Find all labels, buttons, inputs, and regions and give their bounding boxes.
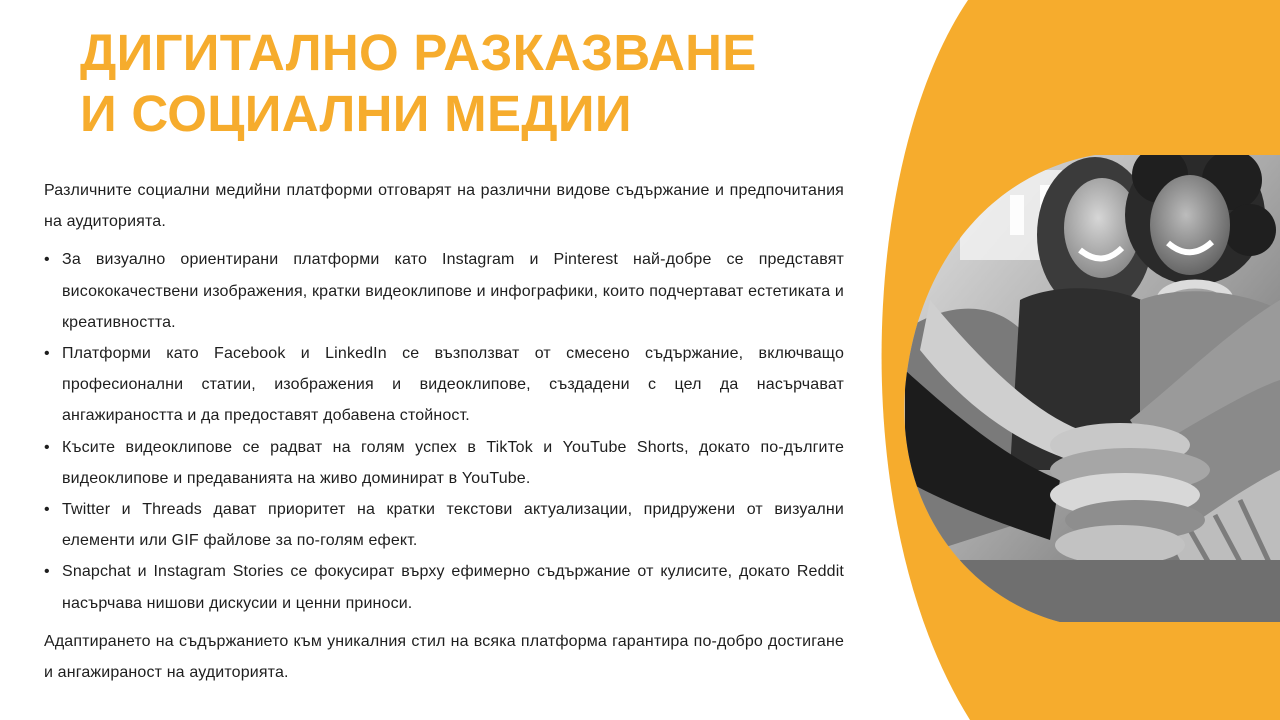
bullet-text: За визуално ориентирани платформи като Instagram и Pinterest най-добре се представят висококачествени изображения, кратки видеоклипове и инфографики, които подчертават естетиката и креативността. <box>62 251 844 331</box>
intro-paragraph: Различните социални медийни платформи отговарят на различни видове съдържание и предпочитания на аудиторията. <box>44 182 844 231</box>
slide-body-text <box>44 175 844 688</box>
bullet-item <box>44 338 844 432</box>
slide-title <box>80 22 880 144</box>
conclusion-paragraph: Адаптирането на съдържанието към уникалния стил на всяка платформа гарантира по-добро достигане и ангажираност на аудиторията. <box>44 632 844 682</box>
bullet-icon: • <box>44 251 50 269</box>
bullet-item <box>44 432 844 494</box>
bullet-icon: • <box>44 345 50 363</box>
bullet-item <box>44 494 844 556</box>
slide-title-line-2: И СОЦИАЛНИ МЕДИИ <box>80 85 632 142</box>
bullet-item <box>44 244 844 338</box>
bullet-text: Късите видеоклипове се радват на голям успех в TikTok и YouTube Shorts, докато по-дългите видеоклипове и предаванията на живо доминират в YouTube. <box>62 438 844 487</box>
bullet-text: Платформи като Facebook и LinkedIn се възползват от смесено съдържание, включващо професионални статии, изображения и видеоклипове, създадени с цел да насърчават ангажираността и да предоставят добавена стойност. <box>62 345 844 425</box>
bullet-icon: • <box>44 563 50 581</box>
bullet-text: Snapchat и Instagram Stories се фокусират върху ефимерно съдържание от кулисите, докато Reddit насърчава нишови дискусии и ценни приноси. <box>62 563 844 612</box>
bullet-icon: • <box>44 438 50 456</box>
platform-bullet-list <box>44 244 844 618</box>
slide-title-line-1: ДИГИТАЛНО РАЗКАЗВАНЕ <box>80 24 757 81</box>
bullet-item <box>44 556 844 618</box>
bullet-text: Twitter и Threads дават приоритет на кратки текстови актуализации, придружени от визуални елементи или GIF файлове за по-голям ефект. <box>62 501 844 550</box>
bullet-icon: • <box>44 501 50 519</box>
